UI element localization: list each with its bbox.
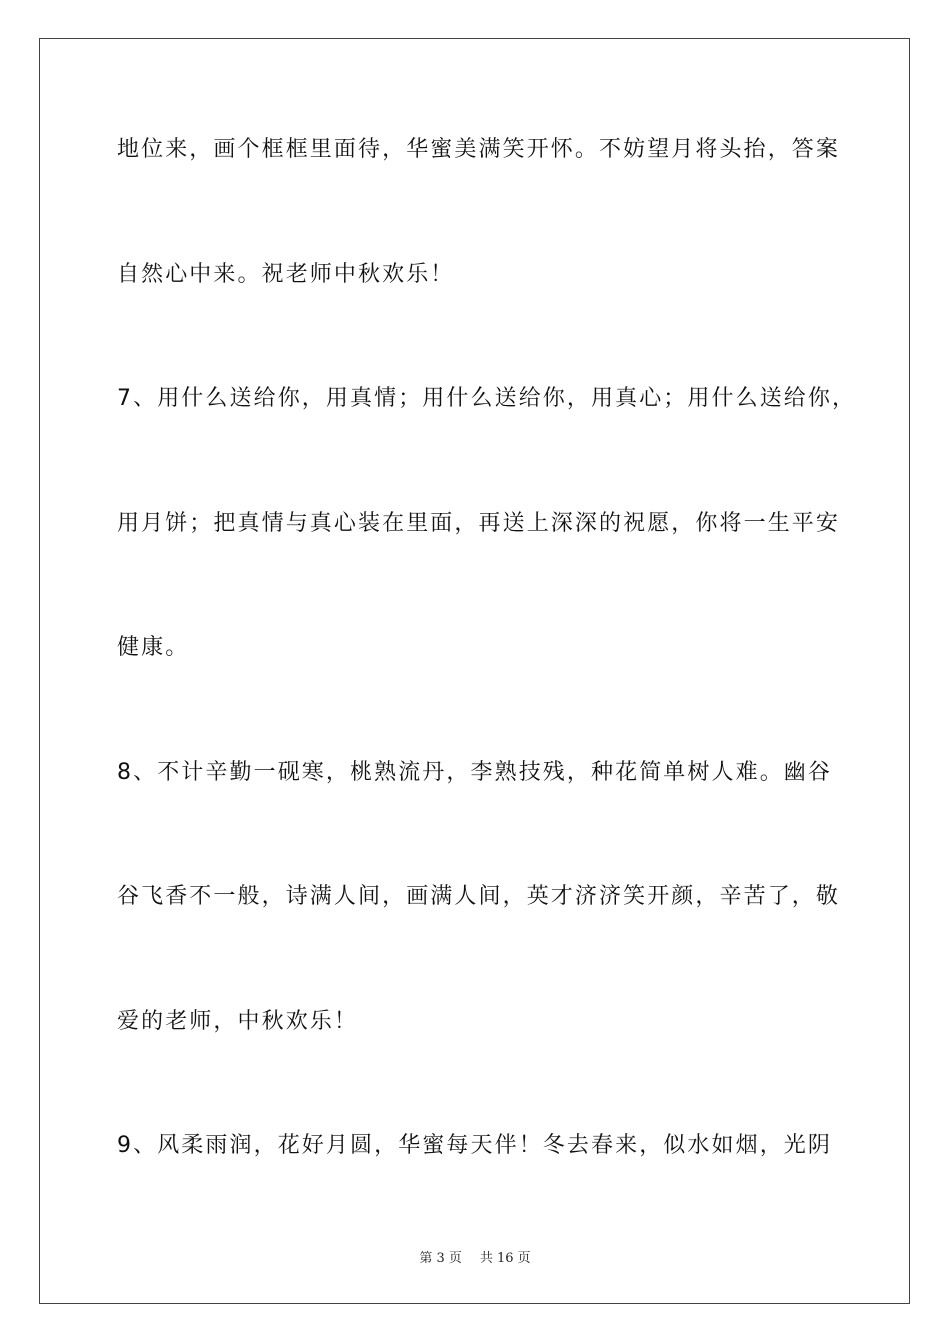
- page-number: 第 3 页: [419, 1251, 462, 1266]
- text-line: 爱的老师，中秋欢乐！: [117, 1009, 359, 1034]
- text-line: 自然心中来。祝老师中秋欢乐！: [117, 262, 455, 287]
- text-line: 谷飞香不一般，诗满人间，画满人间，英才济济笑开颜，辛苦了，敬: [117, 884, 841, 909]
- text-line: 8、不计辛勤一砚寒，桃熟流丹，李熟技残，种花简单树人难。幽谷: [117, 760, 832, 785]
- text-line: 用月饼；把真情与真心装在里面，再送上深深的祝愿，你将一生平安: [117, 511, 841, 536]
- page-footer: [0, 1247, 950, 1266]
- text-line: 健康。: [117, 635, 190, 660]
- text-line: 地位来，画个框框里面待，华蜜美满笑开怀。不妨望月将头抬，答案: [117, 137, 841, 162]
- text-line: 9、风柔雨润，花好月圆，华蜜每天伴！冬去春来，似水如烟，光阴: [117, 1133, 832, 1158]
- text-line: 7、用什么送给你，用真情；用什么送给你，用真心；用什么送给你，: [117, 386, 857, 411]
- page-total: 共 16 页: [479, 1251, 531, 1266]
- page-border: [39, 38, 910, 1304]
